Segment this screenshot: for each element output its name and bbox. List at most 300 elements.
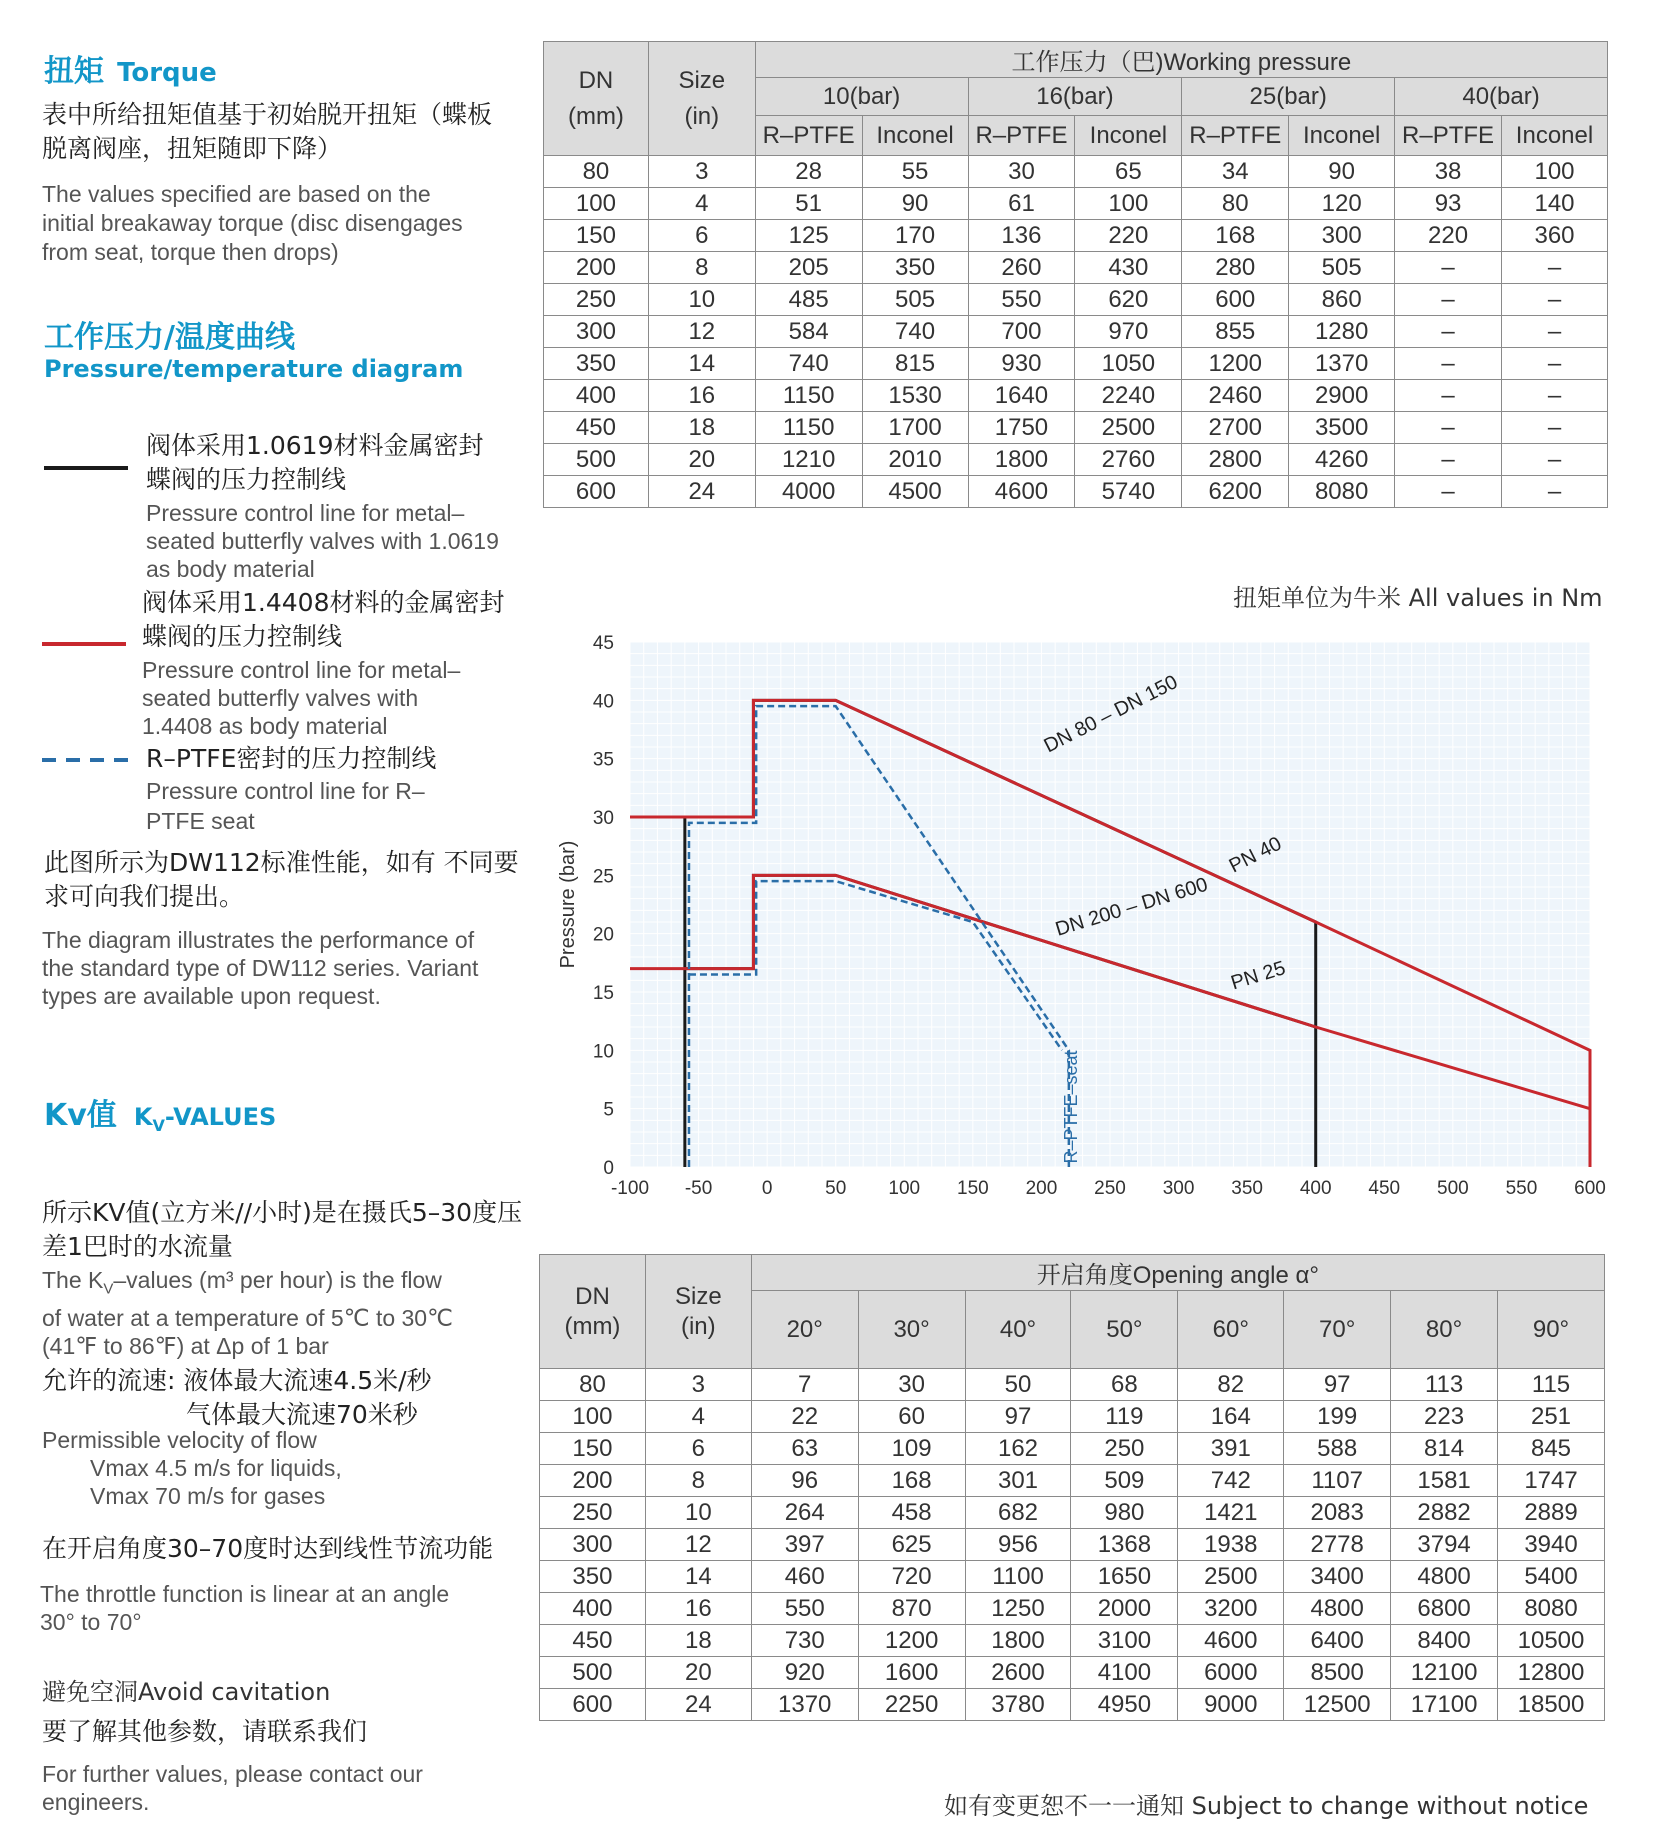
table-cell: – [1501, 316, 1607, 348]
header-angle-1: 30° [858, 1291, 965, 1369]
table-row [540, 1433, 1605, 1465]
table-cell: 80 [1182, 188, 1289, 220]
table-cell: 1600 [858, 1657, 965, 1689]
table-cell: 3940 [1498, 1529, 1605, 1561]
table-cell: – [1501, 348, 1607, 380]
table-cell: 1421 [1178, 1497, 1284, 1529]
torque-heading-en: Torque [117, 58, 217, 88]
table-cell: 30 [968, 156, 1075, 188]
table-cell: 220 [1075, 220, 1182, 252]
x-tick-label: 250 [1094, 1178, 1126, 1199]
table-cell: 6000 [1178, 1657, 1284, 1689]
text-line: Permissible velocity of flow [42, 1427, 317, 1453]
header-material-1: Inconel [862, 116, 968, 156]
header-bar-10: 10(bar) [755, 78, 968, 116]
text-line: (in) [684, 102, 720, 130]
text-line: as body material [146, 556, 315, 582]
table-cell: 250 [1071, 1433, 1178, 1465]
legend-swatch-blue-dashed [42, 756, 130, 764]
kv-def-k: The K [42, 1267, 104, 1293]
table-cell: 260 [968, 252, 1075, 284]
table-cell: 550 [968, 284, 1075, 316]
table-cell: 164 [1178, 1401, 1284, 1433]
y-axis-label: Pressure (bar) [557, 840, 579, 969]
table-cell: 55 [862, 156, 968, 188]
torque-table [543, 41, 1608, 508]
kv-k: K [133, 1103, 153, 1131]
table-cell: 360 [1501, 220, 1607, 252]
table-cell: 90 [1289, 156, 1395, 188]
table-row [544, 476, 1608, 508]
legend-3-cn [146, 742, 436, 776]
kv-heading-cn: Kv值 [44, 1098, 117, 1133]
text-line: Size [678, 66, 726, 94]
table-cell: 96 [751, 1465, 858, 1497]
table-row [544, 156, 1608, 188]
legend-2-en [142, 656, 460, 740]
table-cell: 860 [1289, 284, 1395, 316]
table-cell: 450 [540, 1625, 646, 1657]
series-annotation: DN 200 – DN 600 [1052, 873, 1211, 941]
table-cell: 4 [645, 1401, 751, 1433]
table-cell: 2460 [1182, 380, 1289, 412]
footer-notice: 如有变更恕不一一通知 Subject to change without notice [944, 1792, 1589, 1820]
table-cell: 2240 [1075, 380, 1182, 412]
table-cell: 140 [1501, 188, 1607, 220]
header-angle-6: 80° [1391, 1291, 1498, 1369]
kv-def-en [42, 1266, 453, 1360]
table-cell: 2083 [1284, 1497, 1391, 1529]
table-row [540, 1497, 1605, 1529]
header-angle-4: 60° [1178, 1291, 1284, 1369]
table-cell: 7 [751, 1369, 858, 1401]
text-line: 脱离阀座，扭矩随即下降） [42, 134, 343, 163]
table-cell: 742 [1178, 1465, 1284, 1497]
table-cell: 1581 [1391, 1465, 1498, 1497]
text-line: The throttle function is linear at an angle [40, 1581, 450, 1607]
x-tick-label: -50 [684, 1178, 713, 1199]
table-cell: 20 [645, 1657, 751, 1689]
table-cell: 730 [751, 1625, 858, 1657]
table-cell: 814 [1391, 1433, 1498, 1465]
table-row [544, 188, 1608, 220]
table-cell: 50 [965, 1369, 1071, 1401]
table-cell: 119 [1071, 1401, 1178, 1433]
table-cell: 125 [755, 220, 862, 252]
table-cell: 505 [862, 284, 968, 316]
x-tick-label: 450 [1368, 1178, 1401, 1199]
table-row [540, 1401, 1605, 1433]
text-line: seated butterfly valves with 1.0619 [146, 528, 499, 554]
col-header-dn [540, 1255, 646, 1369]
torque-unit-note: 扭矩单位为牛米 All values in Nm [1233, 584, 1603, 612]
text-line: (mm) [567, 102, 624, 130]
text-line: 阀体采用1.4408材料的金属密封 [142, 588, 505, 617]
table-cell: 1800 [965, 1625, 1071, 1657]
table-cell: 4950 [1071, 1689, 1178, 1721]
table-cell: 80 [544, 156, 649, 188]
table-cell: 1150 [755, 412, 862, 444]
table-cell: 65 [1075, 156, 1182, 188]
table-cell: 600 [1182, 284, 1289, 316]
x-tick-label: 0 [761, 1178, 773, 1199]
table-cell: 6 [645, 1433, 751, 1465]
table-cell: 162 [965, 1433, 1071, 1465]
table-cell: 1750 [968, 412, 1075, 444]
table-cell: 4600 [1178, 1625, 1284, 1657]
col-header-size [648, 42, 755, 156]
table-cell: 8500 [1284, 1657, 1391, 1689]
table-cell: 97 [965, 1401, 1071, 1433]
table-cell: 2000 [1071, 1593, 1178, 1625]
table-cell: 60 [858, 1401, 965, 1433]
table-cell: 3400 [1284, 1561, 1391, 1593]
table-cell: – [1395, 316, 1502, 348]
table-cell: 2250 [858, 1689, 965, 1721]
table-cell: 397 [751, 1529, 858, 1561]
text-line: Pressure control line for R– [146, 778, 425, 804]
table-row [540, 1625, 1605, 1657]
table-row [544, 284, 1608, 316]
table-cell: 1650 [1071, 1561, 1178, 1593]
table-cell: 223 [1391, 1401, 1498, 1433]
table-cell: 620 [1075, 284, 1182, 316]
table-cell: 870 [858, 1593, 965, 1625]
table-cell: 10 [645, 1497, 751, 1529]
table-cell: 168 [858, 1465, 965, 1497]
table-cell: 4500 [862, 476, 968, 508]
table-cell: 458 [858, 1497, 965, 1529]
table-cell: 12 [645, 1529, 751, 1561]
col-header-size [645, 1255, 751, 1369]
table-cell: 740 [862, 316, 968, 348]
table-cell: 22 [751, 1401, 858, 1433]
table-cell: 584 [755, 316, 862, 348]
pressure-temperature-chart [550, 630, 1630, 1205]
table-cell: 80 [540, 1369, 646, 1401]
table-cell: 350 [862, 252, 968, 284]
table-cell: 1280 [1289, 316, 1395, 348]
table-cell: 100 [544, 188, 649, 220]
table-cell: 205 [755, 252, 862, 284]
table-row [540, 1369, 1605, 1401]
table-cell: 2900 [1289, 380, 1395, 412]
text-line: 阀体采用1.0619材料金属密封 [146, 431, 484, 460]
pt-heading-cn: 工作压力/温度曲线 [44, 320, 295, 355]
text-line: Vmax 70 m/s for gases [90, 1483, 326, 1509]
kv-sub: V [152, 1115, 165, 1135]
x-tick-label: 600 [1574, 1178, 1606, 1199]
header-material-7: Inconel [1501, 116, 1607, 156]
text-line: The diagram illustrates the performance of [42, 927, 475, 953]
table-cell: 14 [645, 1561, 751, 1593]
text-line: DN [578, 66, 614, 94]
table-cell: 400 [540, 1593, 646, 1625]
table-cell: 550 [751, 1593, 858, 1625]
table-cell: 4800 [1391, 1561, 1498, 1593]
table-cell: 250 [540, 1497, 646, 1529]
header-material-3: Inconel [1075, 116, 1182, 156]
text-line: PTFE seat [146, 808, 255, 834]
kv-contact-cn: 要了解其他参数，请联系我们 [42, 1717, 368, 1746]
pt-heading-en: Pressure/temperature diagram [44, 355, 464, 383]
text-line: (in) [680, 1312, 716, 1340]
table-cell: 500 [544, 444, 649, 476]
text-line: initial breakaway torque (disc disengages [42, 210, 463, 236]
table-cell: – [1501, 476, 1607, 508]
table-cell: 6 [648, 220, 755, 252]
table-cell: 280 [1182, 252, 1289, 284]
table-cell: 61 [968, 188, 1075, 220]
table-cell: 220 [1395, 220, 1502, 252]
table-cell: 4000 [755, 476, 862, 508]
table-cell: 120 [1289, 188, 1395, 220]
text-line: The values specified are based on the [42, 181, 431, 207]
table-cell: – [1501, 412, 1607, 444]
x-tick-label: 550 [1505, 1178, 1538, 1199]
kv-cavitation: 避免空洞Avoid cavitation [42, 1678, 331, 1706]
legend-swatch-red [42, 642, 126, 646]
x-tick-label: 300 [1162, 1178, 1195, 1199]
table-cell: 956 [965, 1529, 1071, 1561]
y-tick-label: 5 [603, 1099, 614, 1121]
table-cell: – [1395, 412, 1502, 444]
table-cell: 12500 [1284, 1689, 1391, 1721]
table-cell: 430 [1075, 252, 1182, 284]
table-cell: 16 [645, 1593, 751, 1625]
table-cell: 1150 [755, 380, 862, 412]
table-cell: 109 [858, 1433, 965, 1465]
header-material-6: R–PTFE [1395, 116, 1502, 156]
legend-1-cn [146, 429, 483, 497]
table-cell: 2700 [1182, 412, 1289, 444]
text-line: 1.4408 as body material [142, 713, 388, 739]
table-cell: 250 [544, 284, 649, 316]
table-cell: 12100 [1391, 1657, 1498, 1689]
table-cell: 6800 [1391, 1593, 1498, 1625]
table-cell: 2778 [1284, 1529, 1391, 1561]
table-cell: 18 [648, 412, 755, 444]
table-cell: – [1501, 252, 1607, 284]
kv-vel-en [42, 1426, 342, 1510]
col-header-dn [544, 42, 649, 156]
legend-swatch-black [44, 466, 128, 470]
table-cell: 4260 [1289, 444, 1395, 476]
y-tick-label: 25 [592, 866, 614, 888]
y-tick-label: 0 [603, 1158, 614, 1179]
table-cell: 8080 [1498, 1593, 1605, 1625]
table-cell: 720 [858, 1561, 965, 1593]
text-line: 蝶阀的压力控制线 [142, 622, 343, 651]
y-tick-label: 30 [592, 808, 614, 829]
table-cell: 815 [862, 348, 968, 380]
table-cell: 5740 [1075, 476, 1182, 508]
table-cell: 1370 [751, 1689, 858, 1721]
table-cell: 2800 [1182, 444, 1289, 476]
table-cell: 136 [968, 220, 1075, 252]
table-cell: 4 [648, 188, 755, 220]
table-row [544, 348, 1608, 380]
table-cell: 24 [648, 476, 755, 508]
header-angle-2: 40° [965, 1291, 1071, 1369]
table-cell: 3100 [1071, 1625, 1178, 1657]
text-line: 所示KV值(立方米//小时)是在摄氏5–30度压 [42, 1198, 523, 1227]
legend-3-en [146, 776, 425, 836]
text-line: 表中所给扭矩值基于初始脱开扭矩（蝶板 [42, 100, 493, 129]
kv-heading [44, 1090, 276, 1135]
table-cell: 740 [755, 348, 862, 380]
header-working-pressure: 工作压力（巴)Working pressure [755, 42, 1607, 78]
table-cell: 600 [540, 1689, 646, 1721]
table-cell: 3500 [1289, 412, 1395, 444]
table-cell: 1747 [1498, 1465, 1605, 1497]
table-cell: 2500 [1075, 412, 1182, 444]
table-cell: 30 [858, 1369, 965, 1401]
table-cell: 1107 [1284, 1465, 1391, 1497]
table-cell: 2500 [1178, 1561, 1284, 1593]
header-bar-40: 40(bar) [1395, 78, 1608, 116]
table-cell: 855 [1182, 316, 1289, 348]
pt-note-cn [44, 846, 519, 914]
table-cell: 300 [540, 1529, 646, 1561]
series-annotation: PN 25 [1228, 957, 1289, 995]
table-cell: 100 [1075, 188, 1182, 220]
x-tick-label: 50 [825, 1178, 847, 1199]
table-cell: 391 [1178, 1433, 1284, 1465]
y-tick-label: 10 [592, 1041, 614, 1063]
table-cell: 6400 [1284, 1625, 1391, 1657]
kv-def-cn [42, 1196, 522, 1264]
table-cell: 350 [540, 1561, 646, 1593]
kv-vel-cn [42, 1364, 432, 1432]
table-cell: – [1395, 252, 1502, 284]
table-cell: – [1501, 284, 1607, 316]
table-cell: 10500 [1498, 1625, 1605, 1657]
table-cell: 20 [648, 444, 755, 476]
header-material-2: R–PTFE [968, 116, 1075, 156]
table-row [540, 1465, 1605, 1497]
table-cell: 3 [645, 1369, 751, 1401]
text-line: DN [575, 1282, 610, 1310]
torque-heading-cn: 扭矩 [44, 54, 104, 89]
text-line: (mm) [564, 1312, 621, 1340]
text-line: 差1巴时的水流量 [42, 1232, 233, 1261]
text-line: 蝶阀的压力控制线 [146, 465, 347, 494]
table-cell: 14 [648, 348, 755, 380]
table-cell: 1800 [968, 444, 1075, 476]
table-cell: 1210 [755, 444, 862, 476]
table-cell: 170 [862, 220, 968, 252]
header-bar-25: 25(bar) [1182, 78, 1395, 116]
table-cell: 6200 [1182, 476, 1289, 508]
table-cell: 1100 [965, 1561, 1071, 1593]
table-cell: 1250 [965, 1593, 1071, 1625]
table-cell: 1370 [1289, 348, 1395, 380]
text-line: Vmax 4.5 m/s for liquids, [90, 1455, 342, 1481]
x-tick-label: 150 [957, 1178, 989, 1199]
y-tick-label: 15 [592, 983, 614, 1004]
pt-note-en [42, 926, 478, 1010]
table-row [540, 1689, 1605, 1721]
table-row [540, 1593, 1605, 1625]
table-row [540, 1657, 1605, 1689]
y-tick-label: 35 [592, 749, 614, 771]
table-cell: 97 [1284, 1369, 1391, 1401]
text-line: (41℉ to 86℉) at Δp of 1 bar [42, 1332, 329, 1359]
table-cell: 920 [751, 1657, 858, 1689]
table-row [544, 316, 1608, 348]
table-cell: 100 [540, 1401, 646, 1433]
x-tick-label: 100 [888, 1178, 921, 1199]
table-cell: 1050 [1075, 348, 1182, 380]
table-cell: 199 [1284, 1401, 1391, 1433]
table-row [540, 1529, 1605, 1561]
table-cell: 509 [1071, 1465, 1178, 1497]
kv-table [539, 1254, 1605, 1721]
table-row [544, 380, 1608, 412]
table-cell: – [1395, 284, 1502, 316]
table-cell: 682 [965, 1497, 1071, 1529]
table-cell: 8400 [1391, 1625, 1498, 1657]
table-cell: 1938 [1178, 1529, 1284, 1561]
table-cell: – [1501, 380, 1607, 412]
header-angle-7: 90° [1498, 1291, 1605, 1369]
table-cell: 2010 [862, 444, 968, 476]
table-cell: 200 [540, 1465, 646, 1497]
text-line: of water at a temperature of 5℃ to 30℃ [42, 1304, 453, 1331]
torque-desc-en [42, 180, 463, 267]
table-cell: 2882 [1391, 1497, 1498, 1529]
table-cell: 8 [645, 1465, 751, 1497]
text-line: 30° to 70° [40, 1609, 142, 1635]
x-tick-label: 200 [1025, 1178, 1058, 1199]
table-cell: 10 [648, 284, 755, 316]
table-cell: 350 [544, 348, 649, 380]
legend-1-en [146, 499, 499, 583]
header-angle-0: 20° [751, 1291, 858, 1369]
table-cell: 460 [751, 1561, 858, 1593]
text-line: 此图所示为DW112标准性能，如有 不同要 [44, 848, 519, 877]
table-cell: 4800 [1284, 1593, 1391, 1625]
text-line: R–PTFE密封的压力控制线 [146, 744, 437, 773]
table-cell: 300 [544, 316, 649, 348]
table-cell: 588 [1284, 1433, 1391, 1465]
table-cell: 90 [862, 188, 968, 220]
table-cell: 3200 [1178, 1593, 1284, 1625]
table-cell: 63 [751, 1433, 858, 1465]
table-cell: 1700 [862, 412, 968, 444]
text-line: Pressure control line for metal– [146, 500, 465, 526]
table-cell: – [1395, 348, 1502, 380]
table-cell: 168 [1182, 220, 1289, 252]
table-cell: 4100 [1071, 1657, 1178, 1689]
table-cell: 3794 [1391, 1529, 1498, 1561]
table-cell: 150 [544, 220, 649, 252]
table-cell: – [1395, 476, 1502, 508]
text-line: seated butterfly valves with [142, 685, 419, 711]
table-row [544, 220, 1608, 252]
x-tick-label: -100 [610, 1178, 650, 1199]
kv-heading-en [133, 1103, 277, 1135]
table-cell: 251 [1498, 1401, 1605, 1433]
text-line: 气体最大流速70米秒 [186, 1400, 418, 1429]
kv-contact-en [42, 1760, 423, 1816]
table-cell: 34 [1182, 156, 1289, 188]
series-annotation: PN 40 [1225, 832, 1286, 878]
table-cell: 200 [544, 252, 649, 284]
table-cell: 1200 [1182, 348, 1289, 380]
table-cell: 93 [1395, 188, 1502, 220]
